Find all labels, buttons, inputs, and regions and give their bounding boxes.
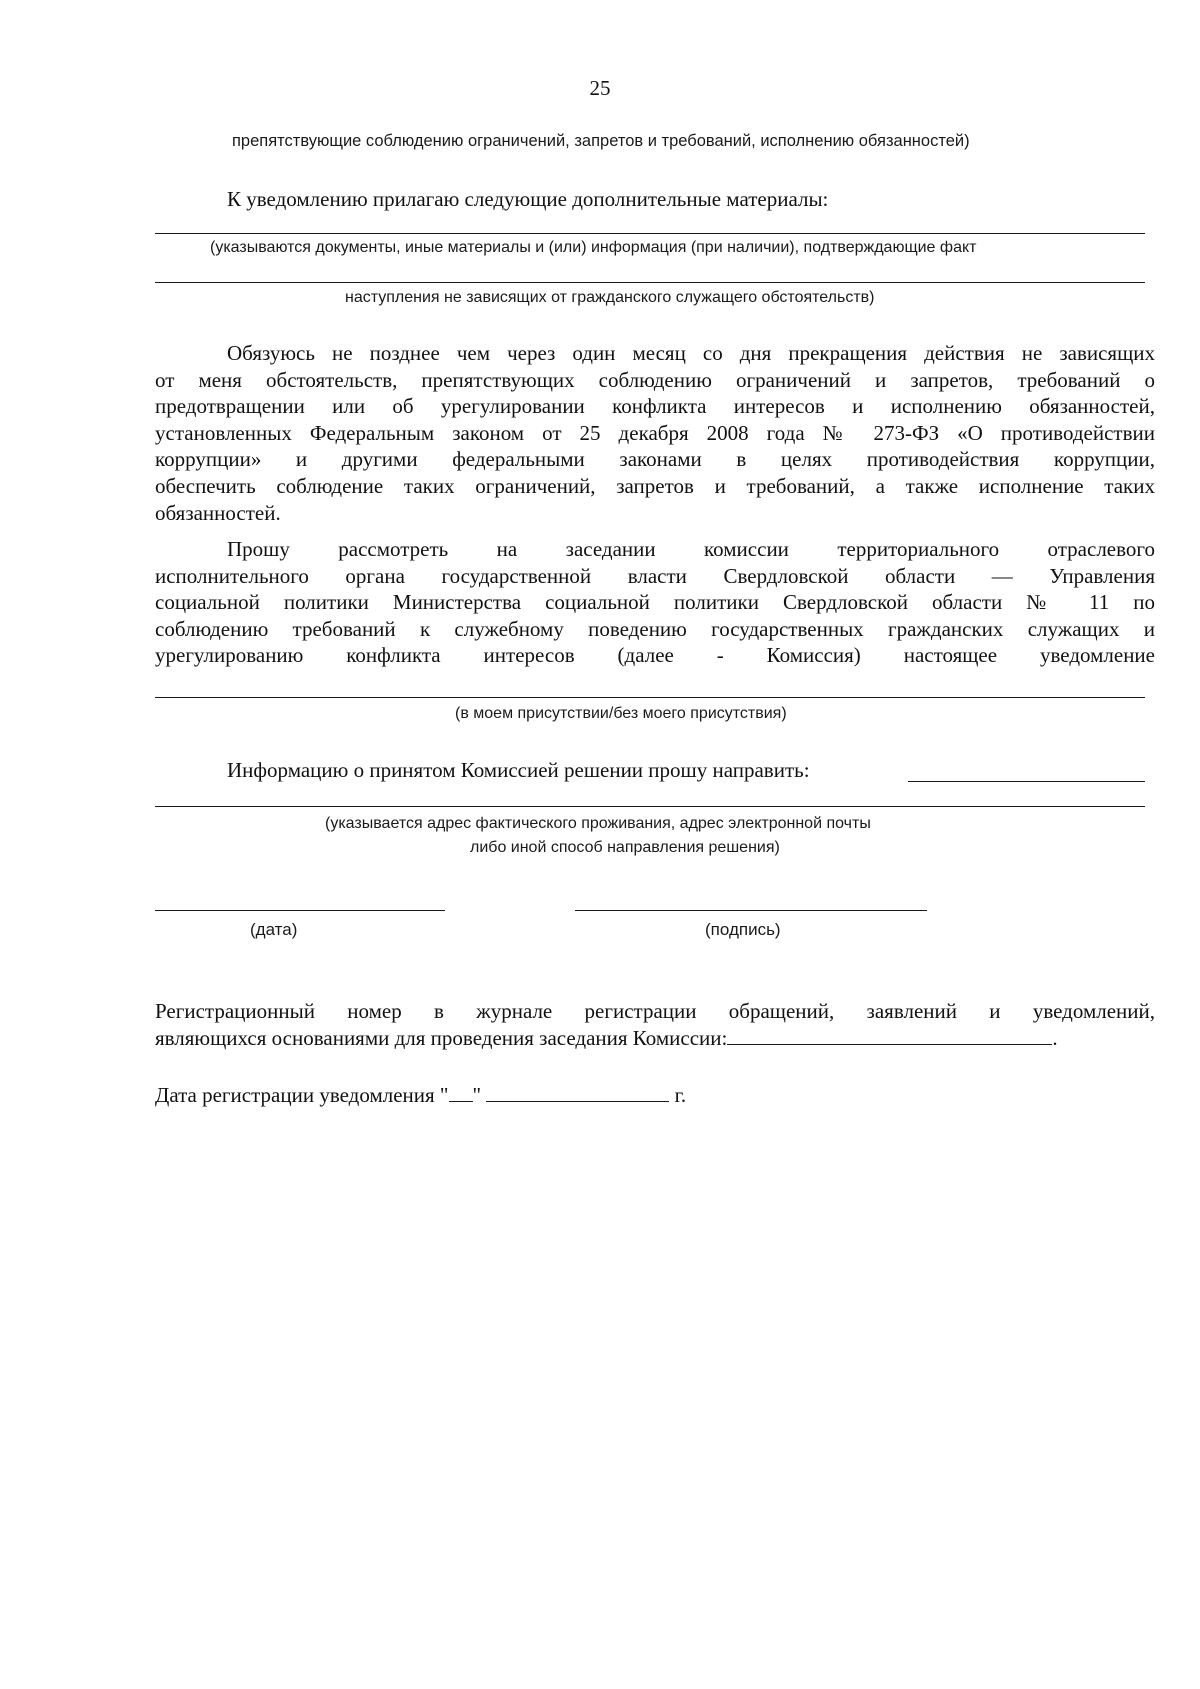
registration-line-1: Регистрационный номер в журнале регистрации обращений, заявлений и уведомлений, (155, 999, 1155, 1023)
page-number: 25 (589, 76, 611, 100)
registration-day-blank (449, 1083, 473, 1102)
address-line (155, 806, 1145, 807)
obligation-line: от меня обстоятельств, препятствующих соблюдению ограничений и запретов, требований о (155, 367, 1155, 392)
registration-line-2-end: . (1052, 1025, 1058, 1050)
request-line: исполнительного органа государственной власти Свердловской области — Управления (155, 563, 1155, 588)
registration-line-2 (155, 1025, 1155, 1052)
request-line: Прошу рассмотреть на заседании комиссии территориального отраслевого (227, 537, 1155, 561)
obligation-line: коррупции» и другими федеральными законами в целях противодействия коррупции, (155, 447, 1155, 472)
request-line: урегулированию конфликта интересов (далее - Комиссия) настоящее уведомление (155, 643, 1155, 668)
registration-month-year-blank (486, 1083, 669, 1102)
info-request-blank (908, 781, 1145, 782)
signature-line (575, 910, 927, 911)
date-line (155, 910, 445, 911)
registration-date-year-suffix: г. (674, 1083, 687, 1107)
obligation-line: Обязуюсь не позднее чем через один месяц со дня прекращения действия не зависящих (227, 341, 1155, 365)
obligation-line: обязанностей. (155, 500, 281, 525)
attachments-hint-2: наступления не зависящих от гражданского служащего обстоятельств) (345, 289, 875, 306)
registration-date-label: Дата регистрации уведомления " (155, 1083, 449, 1107)
attachments-intro: К уведомлению прилагаю следующие дополнительные материалы: (227, 187, 829, 211)
attachments-line-2 (155, 282, 1145, 283)
registration-number-block (155, 998, 1155, 1051)
presence-hint: (в моем присутствии/без моего присутствия) (455, 705, 787, 722)
attachments-hint-1: (указываются документы, иные материалы и (или) информация (при наличии), подтверждающие факт (210, 239, 977, 256)
info-request: Информацию о принятом Комиссией решении прошу направить: (227, 758, 810, 782)
top-note: препятствующие соблюдению ограничений, запретов и требований, исполнению обязанностей) (232, 132, 970, 150)
registration-date-row (155, 1082, 686, 1109)
address-hint-2: либо иной способ направления решения) (470, 839, 780, 856)
registration-date-quote-close: " (472, 1083, 482, 1107)
signature-label: (подпись) (705, 920, 781, 939)
request-line: социальной политики Министерства социальной политики Свердловской области № 11 по (155, 590, 1155, 615)
attachments-line-1 (155, 233, 1145, 234)
registration-number-blank (727, 1026, 1052, 1045)
registration-line-2-text: являющихся основаниями для проведения заседания Комиссии: (155, 1025, 728, 1050)
request-line: соблюдению требований к служебному поведению государственных гражданских служащих и (155, 616, 1155, 641)
request-paragraph (155, 536, 1155, 669)
obligation-line: установленных Федеральным законом от 25 декабря 2008 года № 273-ФЗ «О противодействии (155, 420, 1155, 445)
date-label: (дата) (250, 920, 298, 939)
obligation-line: обеспечить соблюдение таких ограничений, запретов и требований, а также исполнение таких (155, 473, 1155, 498)
obligation-paragraph (155, 340, 1155, 526)
address-hint-1: (указывается адрес фактического проживания, адрес электронной почты (325, 815, 871, 832)
obligation-line: предотвращении или об урегулировании конфликта интересов и исполнению обязанностей, (155, 394, 1155, 419)
presence-line (155, 697, 1145, 698)
